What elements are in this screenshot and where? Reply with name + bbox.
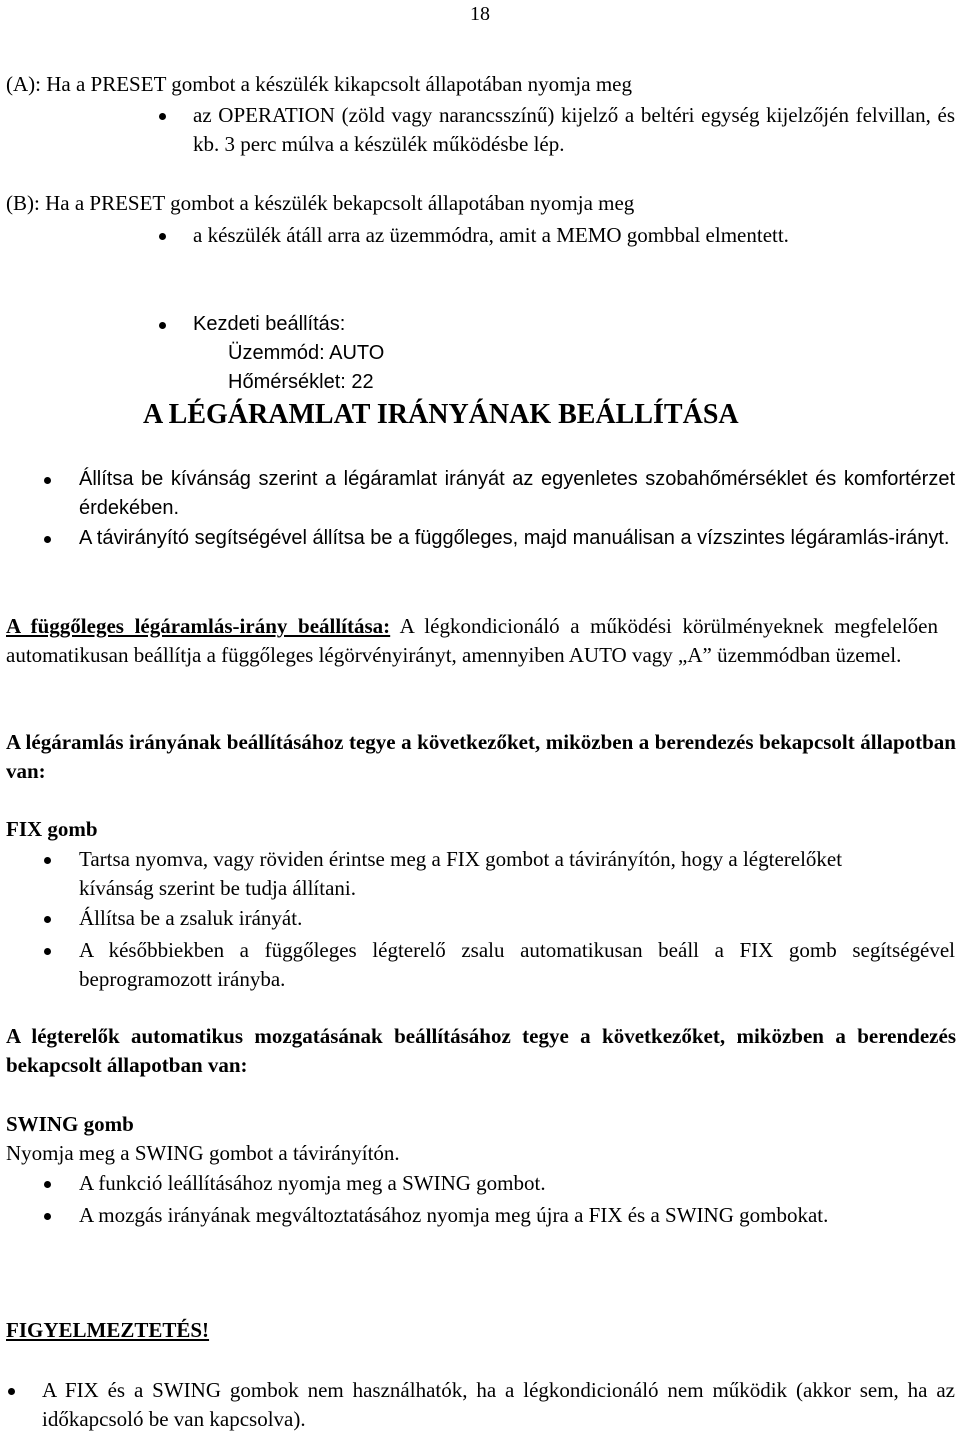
airflow-bullet-2: A távirányító segítségével állítsa be a függőleges, majd manuálisan a vízszintes légáramlás-irányt. (79, 527, 950, 549)
bullet-icon (8, 1388, 15, 1395)
fix-title: FIX gomb (6, 817, 98, 841)
bullet-icon (159, 233, 166, 240)
swing-intro: Nyomja meg a SWING gombot a távirányítón. (6, 1141, 400, 1165)
fix-bullet-2: Állítsa be a zsaluk irányát. (79, 906, 303, 930)
bullet-icon (44, 948, 51, 955)
bullet-icon (44, 536, 51, 543)
section-a-intro: (A): Ha a PRESET gombot a készülék kikapcsolt állapotában nyomja meg (6, 72, 632, 96)
initial-setting-temperature: Hőmérséklet: 22 (228, 371, 374, 393)
vertical-paragraph (6, 612, 938, 670)
auto-heading: A légterelők automatikus mozgatásának beállításához tegye a következőket, miközben a berendezés bekapcsolt állapotban van: (6, 1024, 956, 1077)
bullet-icon (44, 1181, 51, 1188)
bullet-icon (44, 916, 51, 923)
swing-bullet-1: A funkció leállításához nyomja meg a SWING gombot. (79, 1171, 546, 1195)
section-a-bullet: az OPERATION (zöld vagy narancsszínű) kijelző a beltéri egység kijelzőjén felvillan, és kb. 3 perc múlva a készülék működésbe lép. (193, 103, 955, 156)
vertical-text: A légkondicionáló a működési körülményeknek megfelelően automatikusan beállítja a függőleges légörvényirányt, amennyiben AUTO vagy „A” üzemmódban üzemel. (6, 614, 938, 667)
bullet-icon (159, 113, 166, 120)
section-b-bullet: a készülék átáll arra az üzemmódra, amit a MEMO gombbal elmentett. (193, 223, 789, 247)
bullet-icon (159, 322, 166, 329)
direction-heading: A légáramlás irányának beállításához tegye a következőket, miközben a berendezés bekapcsolt állapotban van: (6, 730, 956, 783)
airflow-bullet-1: Állítsa be kívánság szerint a légáramlat irányát az egyenletes szobahőmérséklet és komfortérzet érdekében. (79, 468, 955, 519)
initial-setting-mode: Üzemmód: AUTO (228, 342, 385, 364)
warning-bullet: A FIX és a SWING gombok nem használhatók, ha a légkondicionáló nem működik (akkor sem, ha az időkapcsoló be van kapcsolva). (42, 1378, 955, 1431)
bullet-icon (44, 857, 51, 864)
section-b-intro: (B): Ha a PRESET gombot a készülék bekapcsolt állapotában nyomja meg (6, 191, 635, 215)
page-number: 18 (470, 3, 490, 25)
bullet-icon (44, 1213, 51, 1220)
swing-bullet-2: A mozgás irányának megváltoztatásához nyomja meg újra a FIX és a SWING gombokat. (79, 1203, 829, 1227)
fix-bullet-1: Tartsa nyomva, vagy röviden érintse meg a FIX gombot a távirányítón, hogy a légterelőket kívánság szerint be tudja állítani. (79, 847, 843, 900)
main-heading: A LÉGÁRAMLAT IRÁNYÁNAK BEÁLLÍTÁSA (143, 399, 739, 430)
warning-title: FIGYELMEZTETÉS! (6, 1318, 210, 1342)
fix-bullet-3: A későbbiekben a függőleges légterelő zsalu automatikusan beáll a FIX gomb segítségével beprogramozott irányba. (79, 938, 955, 991)
bullet-icon (44, 477, 51, 484)
swing-title: SWING gomb (6, 1112, 134, 1136)
vertical-title: A függőleges légáramlás-irány beállítása: (6, 614, 391, 638)
initial-setting-label: Kezdeti beállítás: (193, 313, 346, 335)
